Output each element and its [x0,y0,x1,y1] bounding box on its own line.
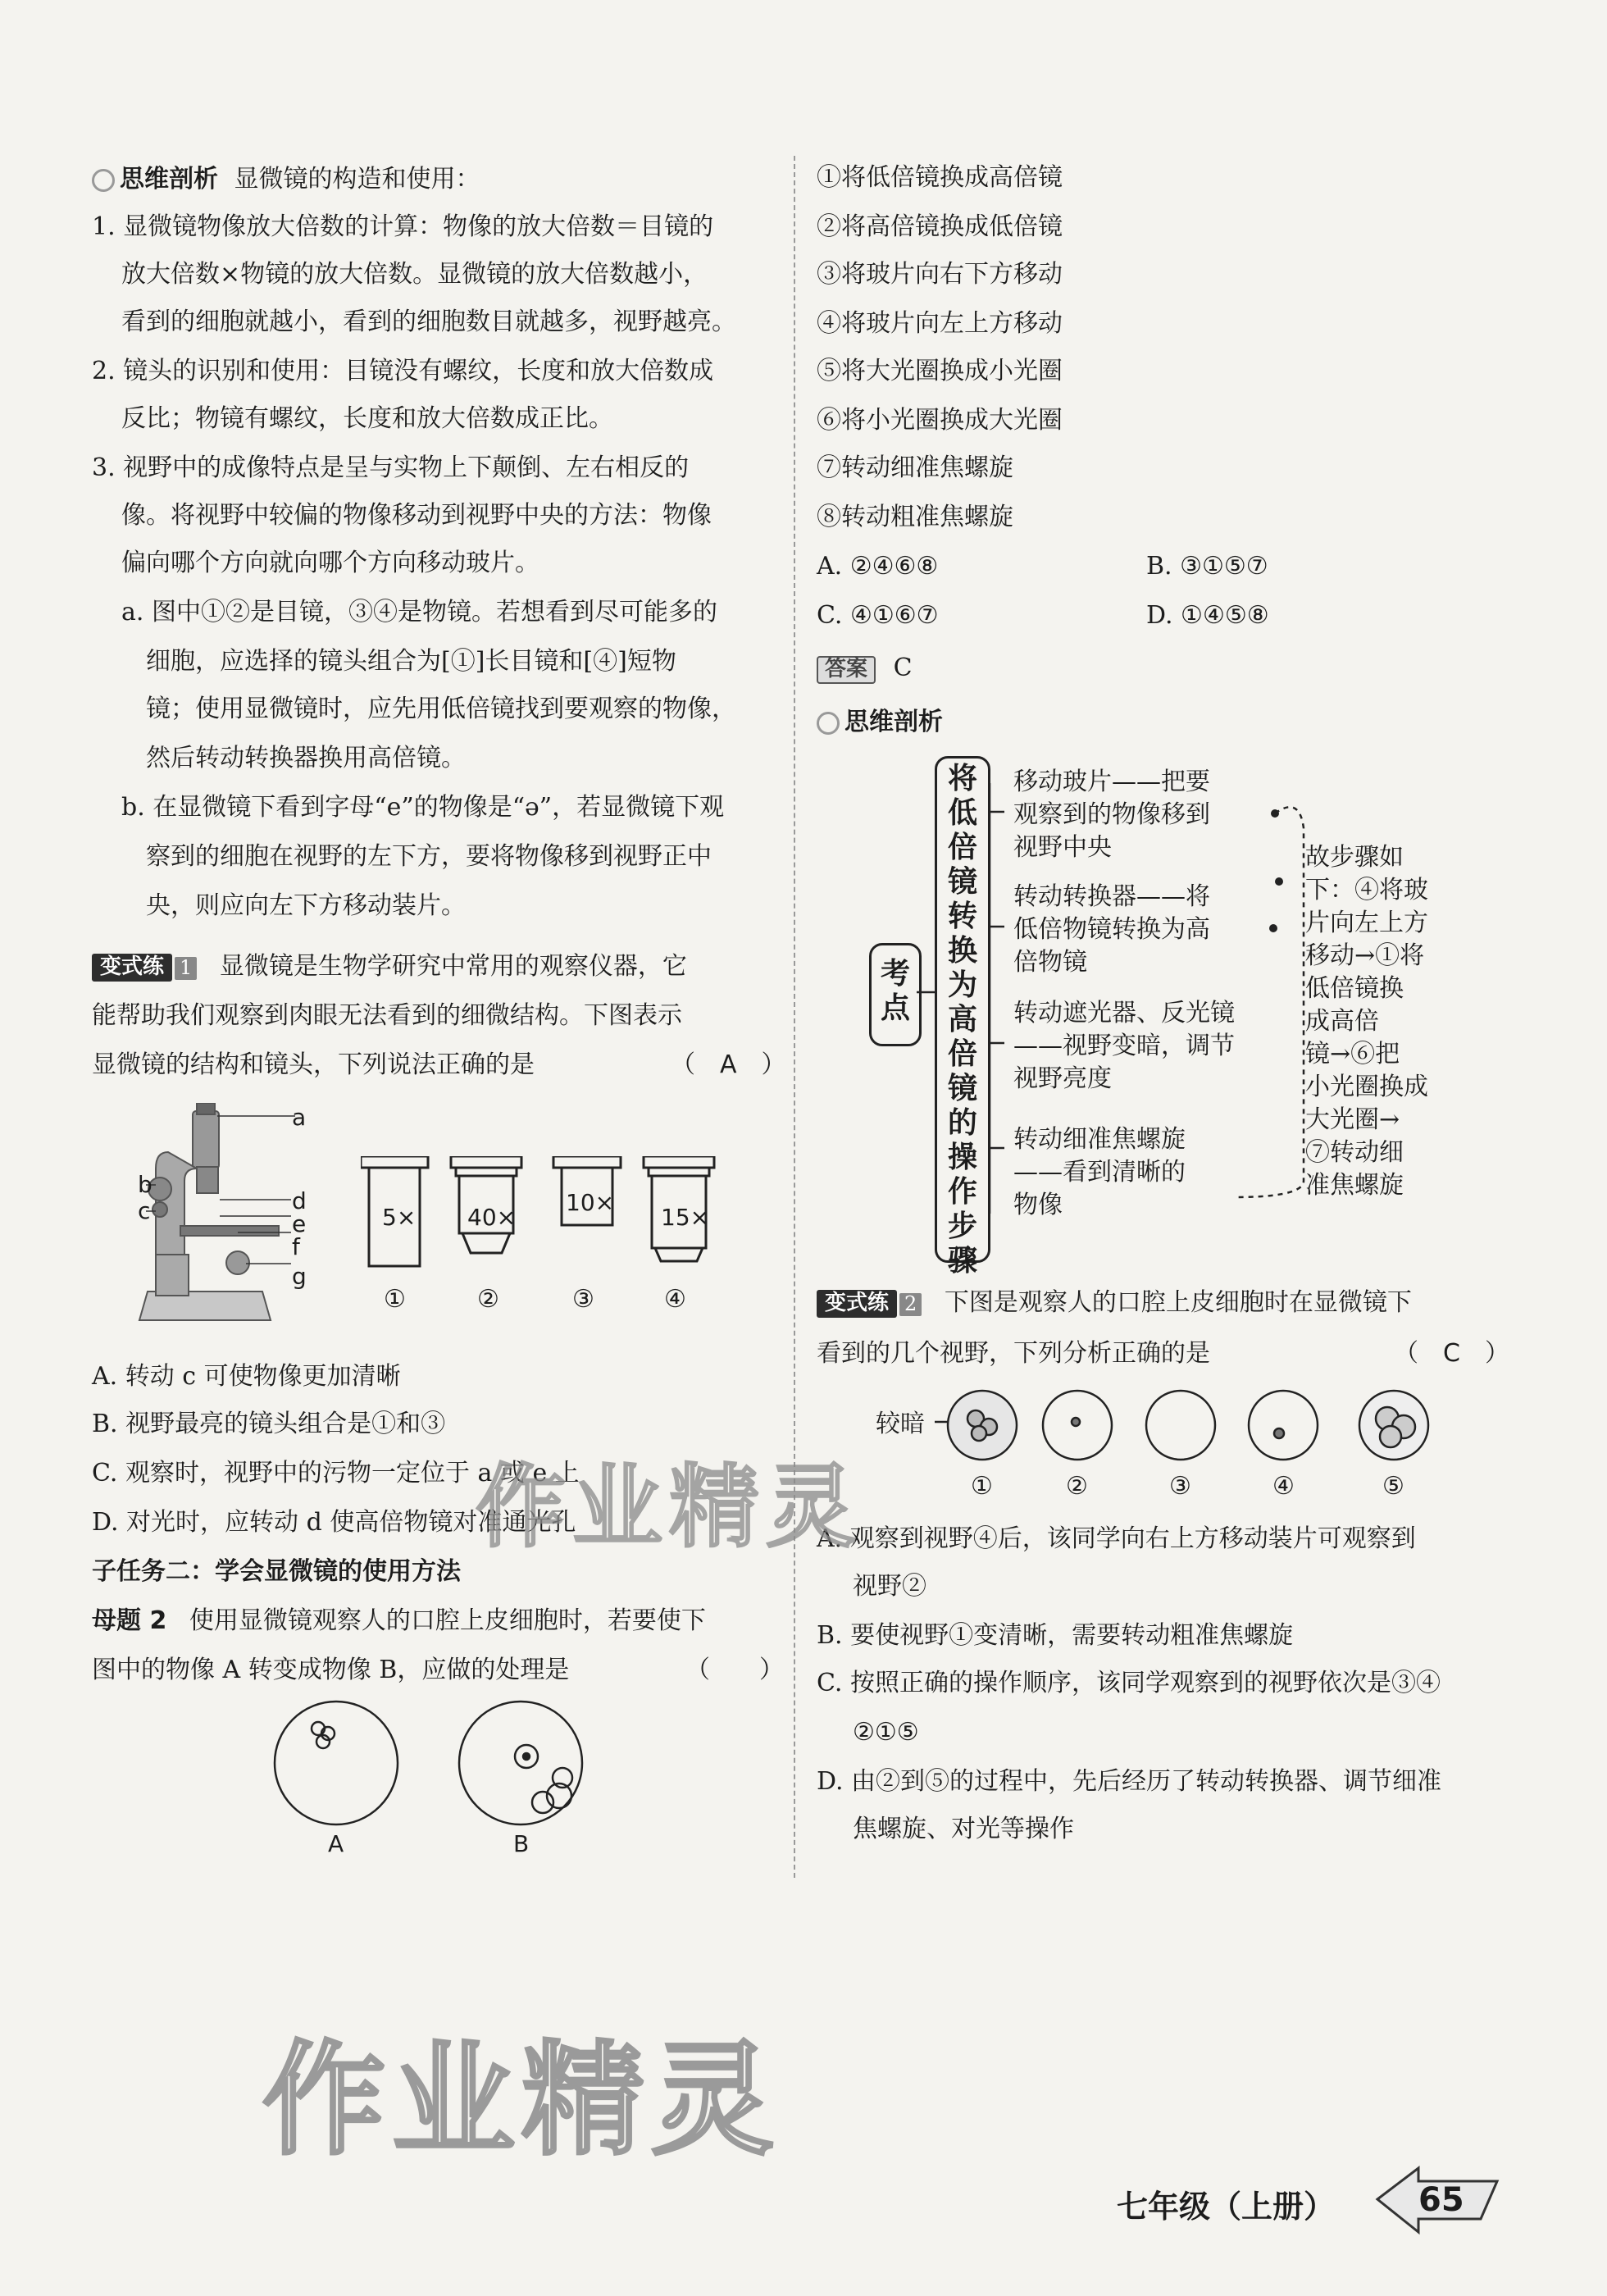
q2-line2: 图中的物像 A 转变成物像 B，应做的处理是 [92,1656,570,1684]
micro-label-e: e [292,1210,307,1237]
analysis-line: 央，则应向左下方移动装片。 [146,891,466,920]
q2-line1: 母题 2 使用显微镜观察人的口腔上皮细胞时，若要使下 [92,1606,706,1635]
lens-1-num: ① [384,1285,406,1314]
analysis-line: 3. 视野中的成像特点是呈与实物上下颠倒、左右相反的 [92,453,690,482]
dark-label: 较暗 [876,1410,925,1438]
q2-label-b: B [513,1830,530,1857]
column-divider [794,156,795,1878]
analysis-line: 反比；物镜有螺纹，长度和放大倍数成正比。 [121,404,613,433]
analysis-line: 放大倍数×物镜的放大倍数。显微镜的放大倍数越小， [121,260,708,289]
step-4: ④将玻片向左上方移动 [817,309,1063,338]
q2-label-a: A [328,1830,344,1857]
micro-label-b: b [138,1171,153,1198]
q2-label: 母题 2 [92,1606,167,1635]
analysis2-heading: 思维剖析 [817,708,943,737]
variant1-num: 1 [175,957,197,980]
analysis-line: b. 在显微镜下看到字母“e”的物像是“ə”，若显微镜下观 [121,793,725,822]
view-5: ⑤ [1382,1472,1404,1501]
views-figure [935,1386,1459,1476]
micro-label-c: c [138,1197,151,1224]
step-7: ⑦转动细准焦螺旋 [817,453,1013,482]
analysis-heading: 思维剖析 显微镜的构造和使用： [92,166,480,194]
variant2-option-c-2: ②①⑤ [853,1718,919,1747]
micro-label-a: a [292,1104,307,1131]
view-4: ④ [1272,1472,1295,1501]
lens-1-mag: 5× [382,1204,417,1231]
analysis-line: 细胞，应选择的镜头组合为[①]长目镜和[④]短物 [146,647,676,676]
variant1-tag: 变式练 [92,954,172,982]
variant2-tag: 变式练 [817,1290,897,1318]
q2-option-c: C. ④①⑥⑦ [817,601,939,630]
variant2-option-b: B. 要使视野①变清晰，需要转动粗准焦螺旋 [817,1621,1294,1650]
vertical-title: 将低倍镜转换为高倍镜的操作步骤 [947,762,977,1278]
variant1-option-b: B. 视野最亮的镜头组合是①和③ [92,1410,446,1438]
kaodian-label: 考点 [881,957,911,1025]
q2-option-a: A. ②④⑥⑧ [817,552,939,581]
magnifier-icon [92,169,115,192]
subtask-heading: 子任务二：学会显微镜的使用方法 [92,1557,461,1586]
answer-value: C [893,654,913,682]
variant1-option-d: D. 对光时，应转动 d 使高倍物镜对准通光孔 [92,1508,576,1537]
q2-figure [271,1697,599,1829]
step-3: ③将玻片向右下方移动 [817,260,1063,289]
variant1-line3: 显微镜的结构和镜头，下列说法正确的是 [92,1050,535,1079]
variant2-option-a-1: A. 观察到视野④后，该同学向右上方移动装片可观察到 [817,1524,1416,1553]
analysis-line: 察到的细胞在视野的左下方，要将物像移到视野正中 [146,842,712,871]
magnifier-icon [817,712,840,735]
variant2-line2: 看到的几个视野，下列分析正确的是 [817,1339,1210,1368]
step-5: ⑤将大光圈换成小光圈 [817,357,1063,385]
watermark-large: 作业精灵 [262,2029,781,2172]
variant1-answer: （ A ） [671,1050,786,1079]
analysis-line: 偏向哪个方向就向哪个方向移动玻片。 [121,549,539,577]
step-2: ②将高倍镜换成低倍镜 [817,212,1063,241]
view-1: ① [971,1472,993,1501]
variant1-option-c: C. 观察时，视野中的污物一定位于 a 或 e 上 [92,1459,580,1487]
lens-3-mag: 10× [566,1189,615,1216]
answer-row [817,654,913,684]
q2-blank: （ ） [685,1656,784,1684]
analysis-line: 镜；使用显微镜时，应先用低倍镜找到要观察的物像， [146,695,736,723]
step-8: ⑧转动粗准焦螺旋 [817,503,1013,531]
watermark-small: 作业精灵 [476,1455,863,1560]
analysis-line: a. 图中①②是目镜，③④是物镜。若想看到尽可能多的 [121,598,717,626]
analysis-line: 看到的细胞就越小，看到的细胞数目就越多，视野越亮。 [121,308,736,336]
variant1-option-a: A. 转动 c 可使物像更加清晰 [92,1362,401,1391]
variant2-option-d-1: D. 由②到⑤的过程中，先后经历了转动转换器、调节细准 [817,1767,1442,1796]
step-6: ⑥将小光圈换成大光圈 [817,406,1063,435]
page-number: 65 [1418,2181,1464,2219]
micro-label-f: f [292,1233,300,1260]
variant2-line1: 变式练 2 下图是观察人的口腔上皮细胞时在显微镜下 [817,1289,1412,1318]
analysis-line: 2. 镜头的识别和使用：目镜没有螺纹，长度和放大倍数成 [92,357,714,385]
micro-label-d: d [292,1187,307,1214]
lens-4-num: ④ [664,1285,686,1314]
variant2-option-d-2: 焦螺旋、对光等操作 [853,1815,1074,1843]
micro-label-g: g [292,1263,307,1290]
step-1: ①将低倍镜换成高倍镜 [817,163,1063,192]
variant2-option-c-1: C. 按照正确的操作顺序，该同学观察到的视野依次是③④ [817,1669,1441,1697]
analysis-line: 像。将视野中较偏的物像移动到视野中央的方法：物像 [121,501,712,530]
variant2-answer: （ C ） [1394,1339,1509,1368]
microscope-leader-lines [123,1103,320,1332]
lens-4-mag: 15× [661,1204,710,1231]
analysis-line: 然后转动转换器换用高倍镜。 [146,744,466,772]
answer-tag: 答案 [817,656,876,684]
view-3: ③ [1169,1472,1191,1501]
lens-3-num: ③ [572,1285,594,1314]
grade-label: 七年级（上册） [1117,2189,1336,2225]
variant1-line1: 变式练 1 显微镜是生物学研究中常用的观察仪器，它 [92,953,687,982]
lens-2-mag: 40× [467,1204,517,1231]
lens-2-num: ② [477,1285,499,1314]
q2-option-b: B. ③①⑤⑦ [1146,552,1268,581]
variant2-option-a-2: 视野② [853,1572,926,1601]
variant1-line2: 能帮助我们观察到肉眼无法看到的细微结构。下图表示 [92,1001,682,1030]
q2-option-d: D. ①④⑤⑧ [1146,601,1269,630]
analysis-line: 1. 显微镜物像放大倍数的计算：物像的放大倍数＝目镜的 [92,212,714,241]
view-2: ② [1066,1472,1088,1501]
variant2-num: 2 [899,1293,922,1316]
